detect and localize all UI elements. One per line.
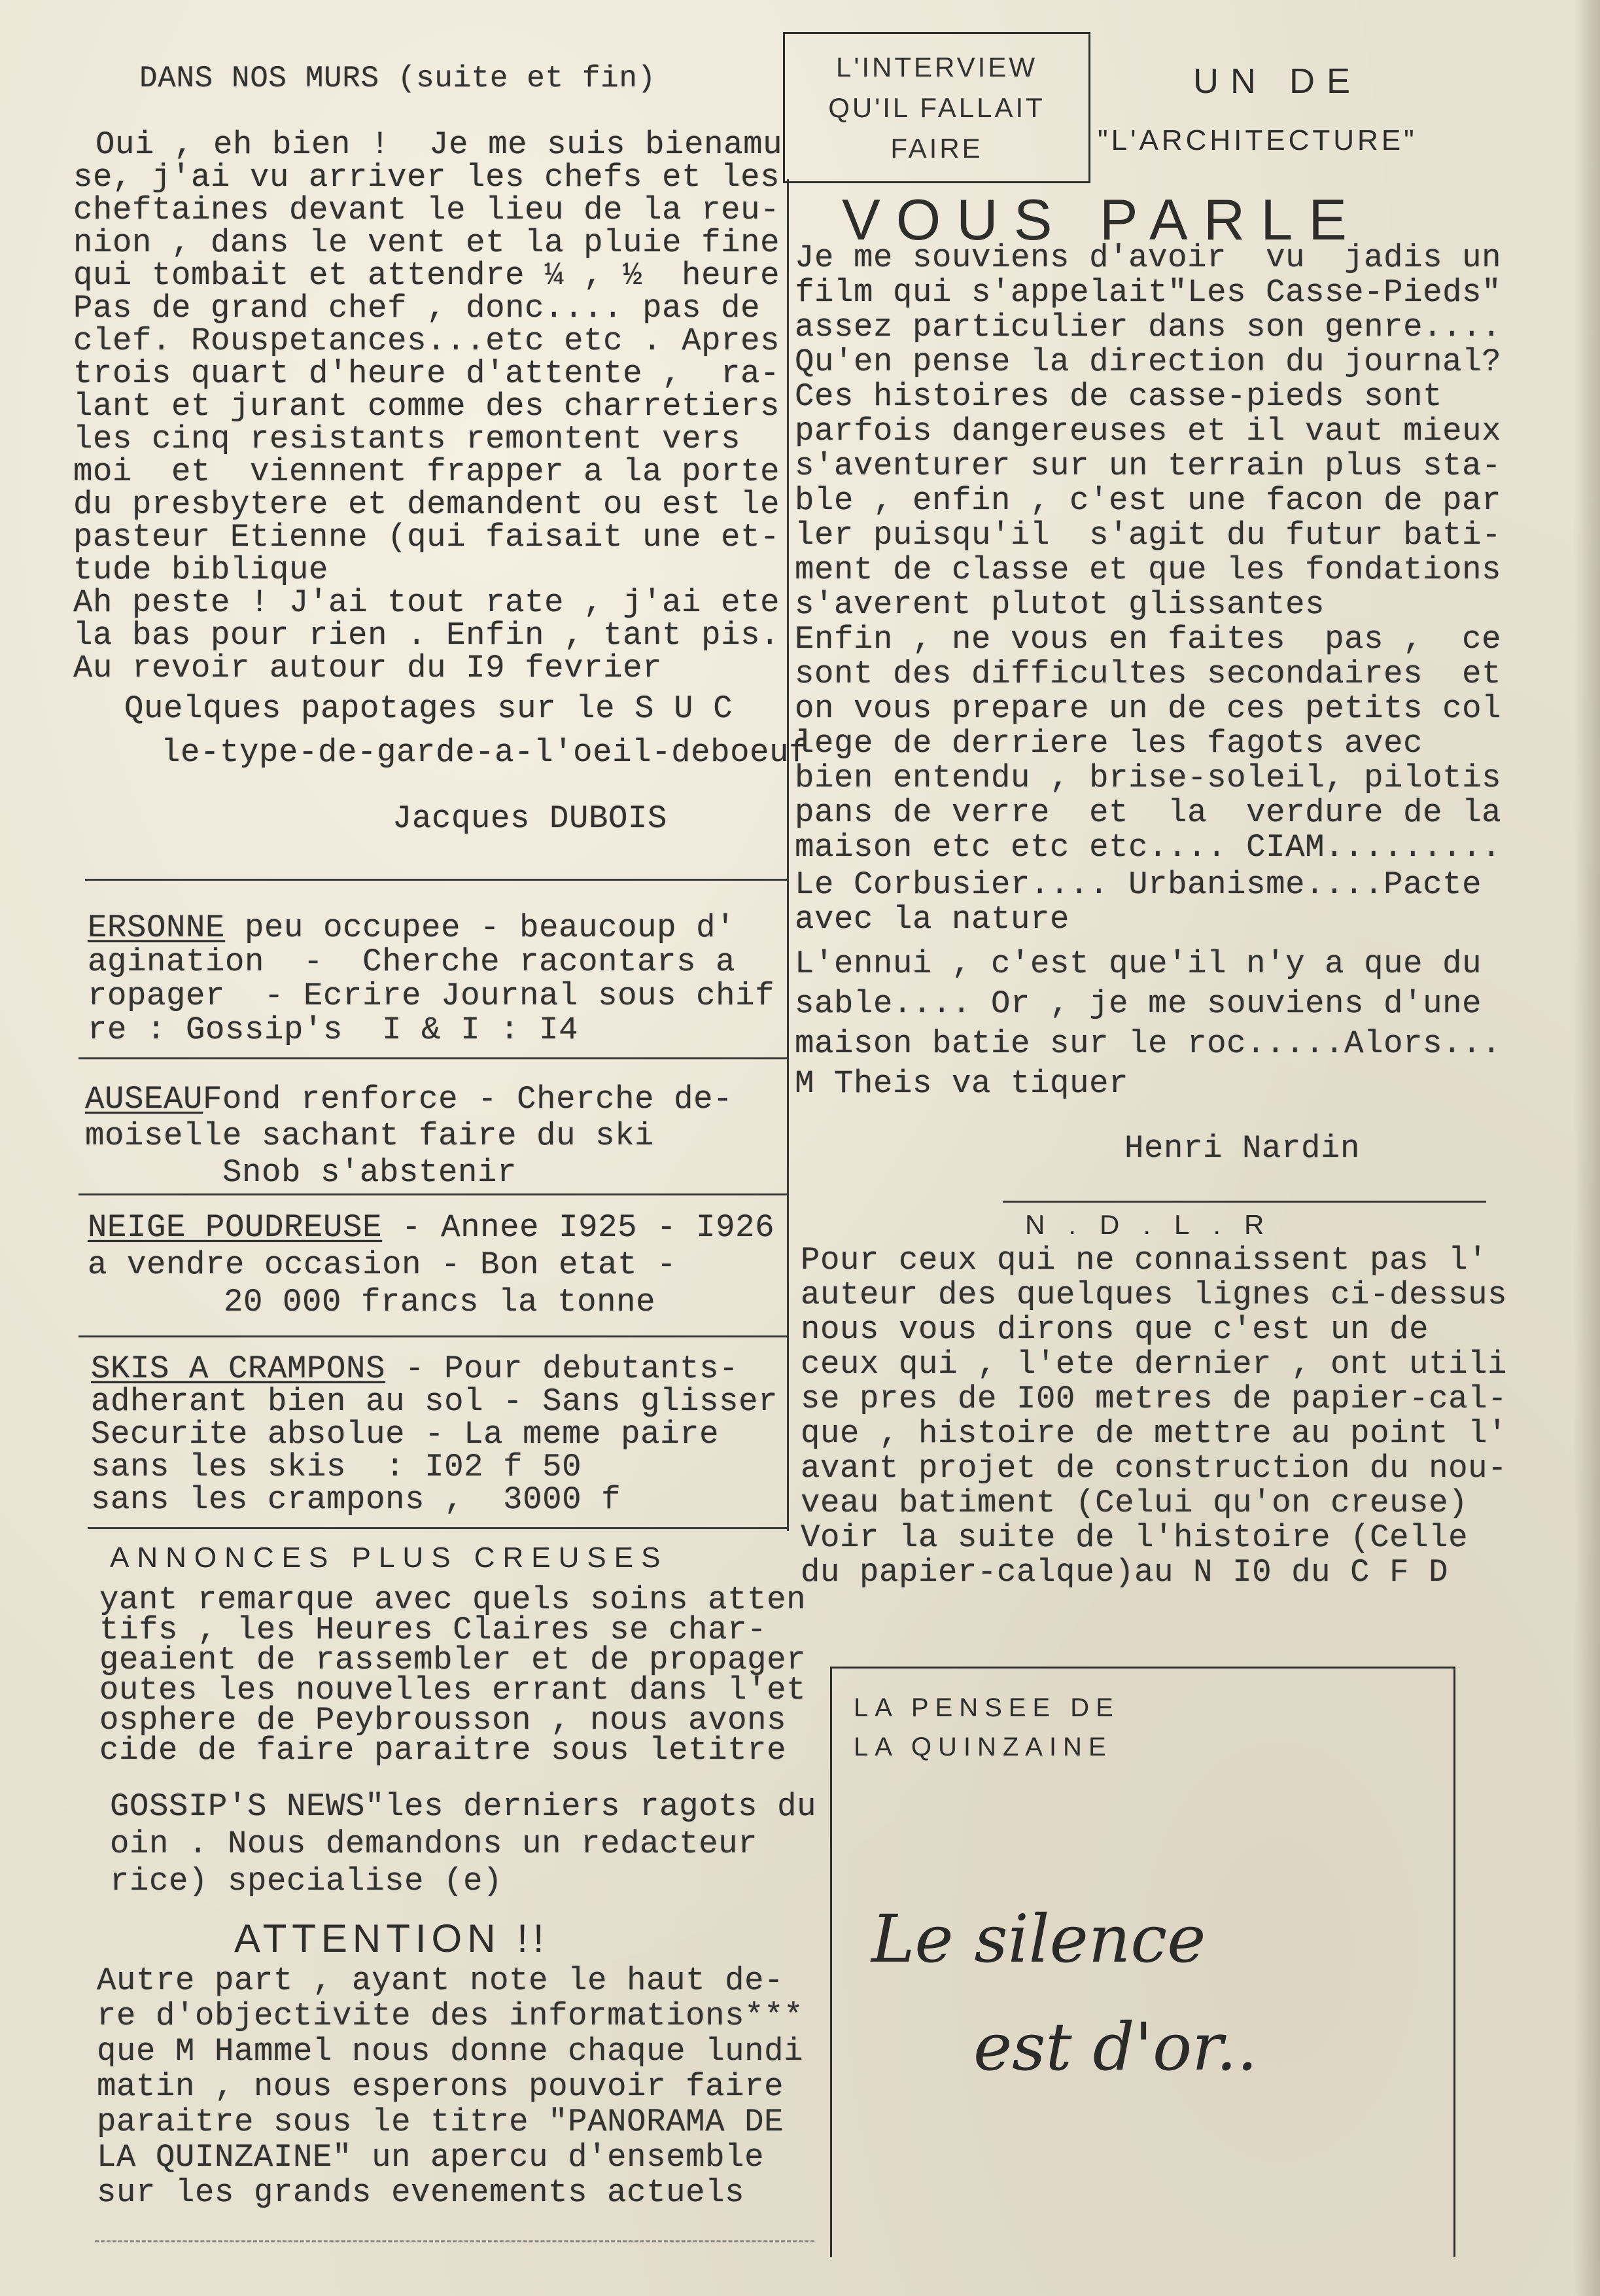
ad-indented-line: 20 000 francs la tonne <box>224 1284 656 1320</box>
headline-big: VOUS PARLE <box>842 187 1363 252</box>
ad-body: a vendre occasion - Bon etat - <box>88 1246 677 1283</box>
annonces-body-gossip: GOSSIP'S NEWS"les derniers ragots du oin . Nous demandons un redacteur rice) specialise (e) <box>110 1788 817 1899</box>
architecture-author: Henri Nardin <box>1124 1130 1361 1167</box>
headline-line2: "L'ARCHITECTURE" <box>1098 124 1417 156</box>
ad-body: moiselle sachant faire du ski <box>85 1118 655 1154</box>
ad-indented-line: Snob s'abstenir <box>222 1154 517 1191</box>
ad-body: agination - Cherche racontars a ropager - Ecrire Journal sous chif re : Gossip's I & I : I4 <box>88 944 775 1048</box>
section-rule <box>88 1527 788 1529</box>
ad-first-line: peu occupee - beaucoup d' <box>225 910 736 946</box>
classified-ad-neige <box>88 1209 774 1321</box>
interview-box <box>783 32 1090 183</box>
ad-keyword: SKIS A CRAMPONS <box>91 1351 386 1387</box>
ad-first-line: - Pour debutants- <box>385 1351 739 1387</box>
papotages-line: Quelques papotages sur le S U C <box>124 690 733 727</box>
ndlr-heading: N.D.L.R <box>1025 1209 1288 1240</box>
author-name: Jacques DUBOIS <box>392 800 668 837</box>
bottom-rule <box>95 2240 814 2242</box>
classified-ad-skis <box>91 1352 778 1516</box>
ad-keyword: AUSEAU <box>85 1081 203 1118</box>
pensee-title: LA PENSEE DE LA QUINZAINE <box>854 1693 1120 1761</box>
article-title: DANS NOS MURS (suite et fin) <box>139 62 656 96</box>
section-rule <box>85 879 788 881</box>
annonces-body: yant remarque avec quels soins atten tifs , les Heures Claires se char- geaient de rassembler et de propager outes les nouvelles errant dans l'et osphere de Peybrousson , nous avons cide de faire paraitre sous letitre <box>99 1581 807 1769</box>
classified-ad-fuseau <box>85 1081 733 1191</box>
ndlr-body: Pour ceux qui ne connaissent pas l' auteur des quelques lignes ci-dessus nous vous dirons que c'est un de ceux qui , l'ete dernier , ont utili se pres de I00 metres de papier-cal- que , histoire de mettre au point l' avant projet de construction du nou- veau batiment (Celui qu'on creuse) Voir la suite de l'histoire (Celle du papier-calque)au N I0 du C F D <box>801 1242 1508 1591</box>
annonces-heading: ANNONCES PLUS CREUSES <box>110 1542 669 1574</box>
ad-first-line: Fond renforce - Cherche de- <box>203 1081 733 1118</box>
ad-body: adherant bien au sol - Sans glisser Securite absolue - La meme paire sans les skis : I02 f 50 sans les crampons , 3000 f <box>91 1383 778 1518</box>
column-divider <box>787 179 789 1531</box>
section-rule <box>78 1193 788 1195</box>
attention-heading: ATTENTION !! <box>234 1916 549 1960</box>
article-body: Oui , eh bien ! Je me suis bienamu se, j'ai vu arriver les chefs et les cheftaines devant le lieu de la reu- nion , dans le vent et la pluie fine qui tombait et attendre ¼ , ½ heure Pas de grand chef , donc.... pas de clef. Rouspetances...etc etc . Apres trois quart d'heure d'attente , ra- lant et jurant comme des charretiers les cinq resistants remontent vers moi et viennent frapper a la porte du presbytere et demandent ou est le pasteur Etienne (qui faisait une et- tude biblique Ah peste ! J'ai tout rate , j'ai ete la bas pour rien . Enfin , tant pis. Au revoir autour du I9 fevrier <box>73 126 783 686</box>
ndlr-rule <box>1003 1201 1486 1203</box>
author-alias: le-type-de-garde-a-l'oeil-deboeuf <box>161 734 809 771</box>
section-rule <box>78 1335 788 1337</box>
headline-line1: UN DE <box>1193 62 1363 101</box>
pensee-quote-line2: est d'or.. <box>973 2009 1258 2085</box>
architecture-article-corbusier: Le Corbusier.... Urbanisme....Pacte avec la nature <box>795 866 1482 938</box>
architecture-article-body: Je me souviens d'avoir vu jadis un film qui s'appelait"Les Casse-Pieds" assez particulier dans son genre.... Qu'en pense la direction du journal? Ces histoires de casse-pieds sont parfois dangereuses et il vaut mieux s'aventurer sur un terrain plus sta- ble , enfin , c'est une facon de par ler puisqu'il s'agit du futur bati- ment de classe et que les fondations s'averent plutot glissantes Enfin , ne vous en faites pas , ce sont des difficultes secondaires et on vous prepare un de ces petits col lege de derriere les fagots avec bien entendu , brise-soleil, pilotis pans de verre et la verdure de la maison etc etc etc.... CIAM......... <box>795 239 1502 866</box>
classified-ad-personne <box>88 911 774 1047</box>
ad-keyword: NEIGE POUDREUSE <box>88 1209 383 1246</box>
ad-keyword: ERSONNE <box>88 910 226 946</box>
interview-box-label: L'INTERVIEW QU'IL FALLAIT FAIRE <box>828 52 1045 164</box>
pensee-quote-line1: Le silence <box>871 1901 1206 1977</box>
attention-body: Autre part , ayant note le haut de- re d'objectivite des informations*** que M Hammel nous donne chaque lundi matin , nous esperons pouvoir faire paraitre sous le titre "PANORAMA DE LA QUINZAINE" un apercu d'ensemble sur les grands evenements actuels <box>97 1962 804 2211</box>
section-rule <box>78 1057 788 1059</box>
ad-first-line: - Annee I925 - I926 <box>382 1209 775 1246</box>
page-edge-shadow <box>1574 0 1600 2296</box>
architecture-article-ennui: L'ennui , c'est que'il n'y a que du sable.... Or , je me souviens d'une maison batie sur le roc.....Alors... M Theis va tiquer <box>795 945 1502 1102</box>
